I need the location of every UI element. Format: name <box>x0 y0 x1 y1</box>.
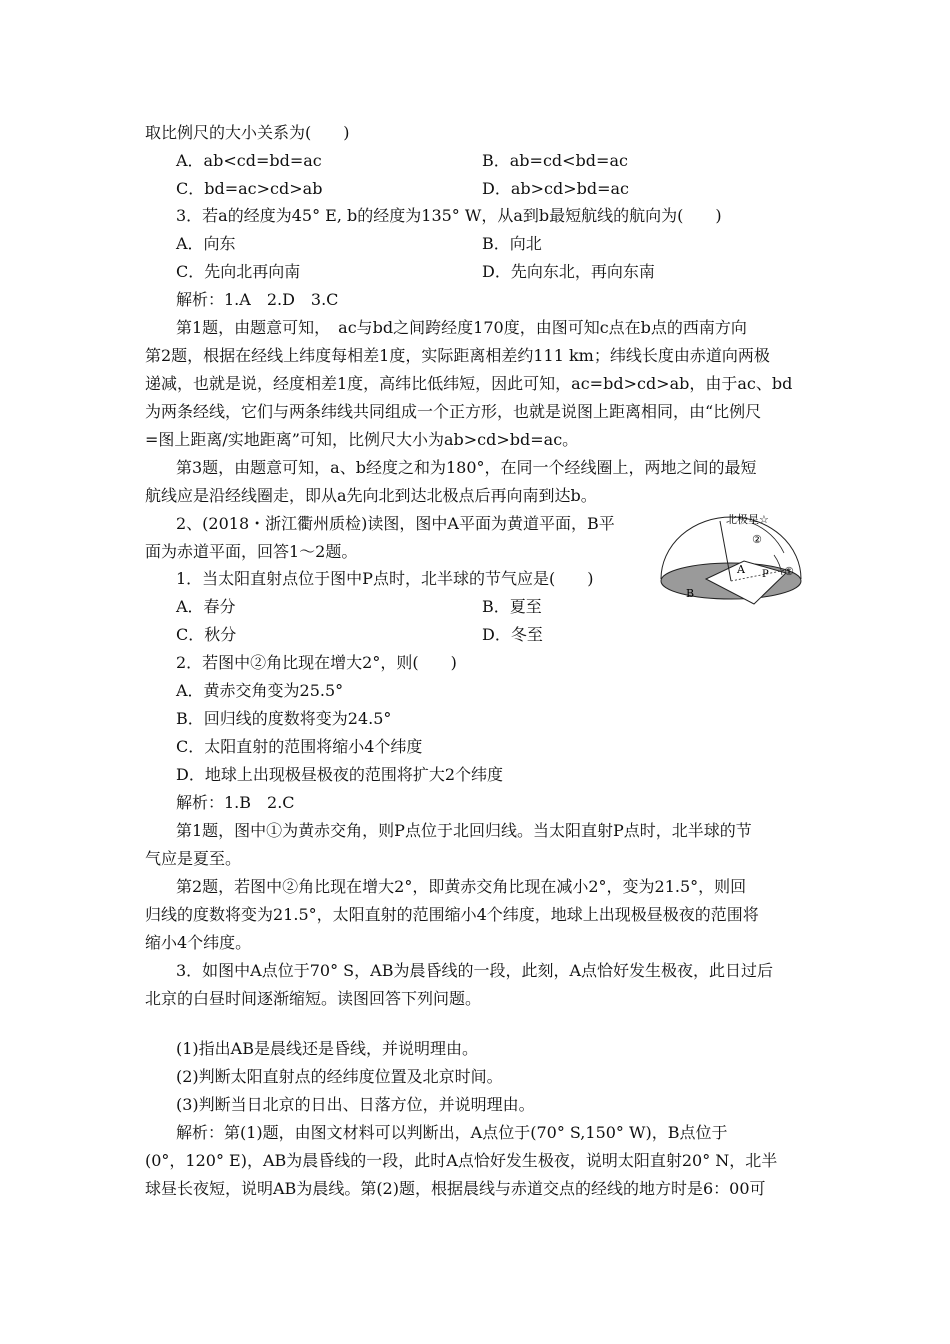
text-line-6: 解析：1.A 2.D 3.C <box>176 290 339 309</box>
option-right-1: D．ab>cd>bd=ac <box>482 179 630 198</box>
text-line-17: A．春分 <box>176 597 236 616</box>
text-line-20: A．黄赤交角变为25.5° <box>176 681 344 700</box>
text-line-32: (1)指出AB是晨线还是昏线，并说明理由。 <box>176 1039 478 1058</box>
text-line-30: 3．如图中A点位于70° S，AB为晨昏线的一段，此刻，A点恰好发生极夜，此日过后 <box>176 961 774 980</box>
text-line-15: 面为赤道平面，回答1～2题。 <box>145 542 358 561</box>
text-line-2: C．bd=ac>cd>ab <box>176 179 323 198</box>
text-line-35: 解析：第(1)题，由图文材料可以判断出，A点位于(70° S,150° W)，B点位于 <box>176 1123 728 1142</box>
text-line-37: 球昼长夜短，说明AB为晨线。第(2)题，根据晨线与赤道交点的经线的地方时是6：00可 <box>145 1179 766 1198</box>
text-line-34: (3)判断当日北京的日出、日落方位，并说明理由。 <box>176 1095 535 1114</box>
text-line-16: 1．当太阳直射点位于图中P点时，北半球的节气应是( ) <box>176 569 594 588</box>
text-line-0: 取比例尺的大小关系为( ) <box>145 123 350 142</box>
text-line-19: 2．若图中②角比现在增大2°，则( ) <box>176 653 457 672</box>
text-line-11: =图上距离/实地距离”可知，比例尺大小为ab>cd>bd=ac。 <box>145 430 579 449</box>
label-A: A <box>737 563 745 576</box>
text-line-1: A．ab<cd=bd=ac <box>176 151 322 170</box>
option-right-5: D．冬至 <box>482 625 543 644</box>
text-line-28: 归线的度数将变为21.5°，太阳直射的范围缩小4个纬度，地球上出现极昼极夜的范围将 <box>145 905 759 924</box>
text-line-26: 气应是夏至。 <box>145 849 242 868</box>
text-line-4: A．向东 <box>176 234 236 253</box>
ecliptic-equator-diagram <box>656 509 806 609</box>
option-right-2: B．向北 <box>482 234 542 253</box>
text-line-31: 北京的白昼时间逐渐缩短。读图回答下列问题。 <box>145 989 482 1008</box>
text-line-13: 航线应是沿经线圈走，即从a先向北到达北极点后再向南到达b。 <box>145 486 597 505</box>
text-line-14: 2、(2018・浙江衢州质检)读图，图中A平面为黄道平面，B平 <box>176 514 615 533</box>
text-line-27: 第2题，若图中②角比现在增大2°，即黄赤交角比现在减小2°，变为21.5°，则回 <box>176 877 747 896</box>
text-line-5: C．先向北再向南 <box>176 262 301 281</box>
text-line-22: C．太阳直射的范围将缩小4个纬度 <box>176 737 423 756</box>
text-line-24: 解析：1.B 2.C <box>176 793 295 812</box>
text-line-33: (2)判断太阳直射点的经纬度位置及北京时间。 <box>176 1067 503 1086</box>
option-right-3: D．先向东北，再向东南 <box>482 262 655 281</box>
north-star-label: 北极星☆ <box>726 513 769 526</box>
option-right-0: B．ab=cd<bd=ac <box>482 151 628 170</box>
text-line-7: 第1题，由题意可知， ac与bd之间跨经度170度，由图可知c点在b点的西南方向 <box>176 318 747 337</box>
angle-1-label: ① <box>784 565 794 578</box>
text-line-3: 3．若a的经度为45° E, b的经度为135° W，从a到b最短航线的航向为( ) <box>176 206 722 225</box>
text-line-25: 第1题，图中①为黄赤交角，则P点位于北回归线。当太阳直射P点时，北半球的节 <box>176 821 752 840</box>
text-line-18: C．秋分 <box>176 625 237 644</box>
option-right-4: B．夏至 <box>482 597 542 616</box>
text-line-9: 递减，也就是说，经度相差1度，高纬比低纬短，因此可知，ac=bd>cd>ab，由于ac、bd <box>145 374 793 393</box>
text-line-29: 缩小4个纬度。 <box>145 933 252 952</box>
label-B: B <box>686 587 695 600</box>
text-line-36: (0°，120° E)，AB为晨昏线的一段，此时A点恰好发生极夜，说明太阳直射20° N，北半 <box>145 1151 778 1170</box>
text-line-12: 第3题，由题意可知，a、b经度之和为180°，在同一个经线圈上，两地之间的最短 <box>176 458 757 477</box>
diagram-svg <box>656 509 806 609</box>
text-line-21: B．回归线的度数将变为24.5° <box>176 709 392 728</box>
text-line-8: 第2题，根据在经线上纬度每相差1度，实际距离相差约111 km；纬线长度由赤道向两极 <box>145 346 770 365</box>
text-line-23: D．地球上出现极昼极夜的范围将扩大2个纬度 <box>176 765 504 784</box>
text-line-10: 为两条经线，它们与两条纬线共同组成一个正方形，也就是说图上距离相同，由“比例尺 <box>145 402 762 421</box>
label-P: P <box>762 569 769 580</box>
angle-2-label: ② <box>752 533 762 546</box>
